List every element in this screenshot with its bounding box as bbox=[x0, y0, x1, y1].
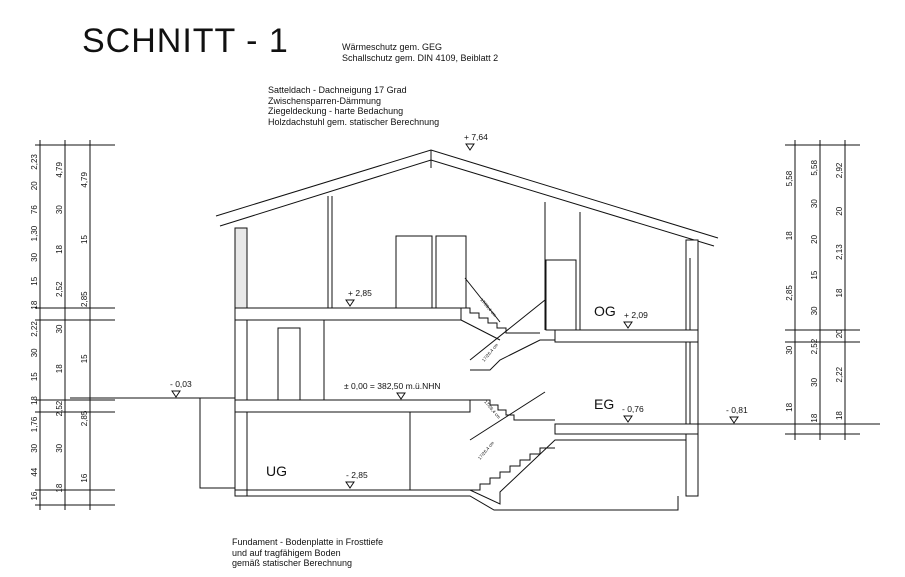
dimension-label: 30 bbox=[810, 306, 819, 316]
dimension-label: 2,23 bbox=[30, 154, 39, 170]
og-door-right bbox=[546, 260, 576, 330]
dimension-label: 2,92 bbox=[835, 162, 844, 179]
dimension-label: 2,22 bbox=[835, 366, 844, 383]
roof-outline bbox=[216, 150, 718, 246]
dimension-label: 15 bbox=[80, 235, 89, 244]
dimension-label: 18 bbox=[30, 396, 39, 406]
level-og-right: + 2,09 bbox=[624, 310, 648, 320]
dimension-label: 18 bbox=[785, 231, 794, 241]
header-notes bbox=[342, 42, 498, 63]
stair-eg-up bbox=[470, 340, 555, 370]
dimension-label: 18 bbox=[55, 364, 64, 374]
dimension-texts bbox=[30, 154, 844, 501]
level-eg-zero: ± 0,00 = 382,50 m.ü.NHN bbox=[344, 381, 441, 391]
og-slab-right bbox=[555, 330, 698, 342]
dimension-label: 2,85 bbox=[785, 285, 794, 301]
dimension-label: 20 bbox=[810, 234, 819, 244]
stair-og bbox=[461, 308, 540, 333]
dimension-label: 2,52 bbox=[55, 400, 64, 417]
og-door bbox=[396, 236, 432, 308]
dimension-label: 18 bbox=[785, 402, 794, 412]
dimension-label: 15 bbox=[80, 354, 89, 364]
left-wall-upper bbox=[235, 228, 247, 308]
stair-diag-3 bbox=[470, 392, 545, 440]
level-ridge: + 7,64 bbox=[464, 132, 488, 142]
dim-lines-right bbox=[785, 140, 860, 440]
dimension-label: 20 bbox=[835, 329, 844, 339]
level-terrain-left: - 0,03 bbox=[170, 379, 192, 389]
eg-door bbox=[278, 328, 300, 400]
dimension-label: 20 bbox=[835, 206, 844, 216]
dimension-label: 2,52 bbox=[55, 281, 64, 298]
dimension-label: 18 bbox=[810, 413, 819, 423]
foundation-note-3: gemäß statischer Berechnung bbox=[232, 558, 353, 568]
dimension-label: 2,22 bbox=[30, 321, 39, 337]
stair-eg-down bbox=[470, 400, 555, 420]
dimension-label: 30 bbox=[55, 443, 64, 453]
dimension-label: 16 bbox=[80, 473, 89, 483]
dimension-label: 76 bbox=[30, 205, 39, 215]
dimension-label: 15 bbox=[30, 276, 39, 286]
dimension-label: 20 bbox=[30, 181, 39, 191]
dimension-label: 5,58 bbox=[785, 170, 794, 187]
dimension-label: 30 bbox=[30, 252, 39, 262]
room-eg: EG bbox=[594, 396, 615, 412]
dimension-label: 18 bbox=[835, 288, 844, 298]
dimension-label: 4,79 bbox=[80, 172, 89, 188]
roof-note-1: Satteldach - Dachneigung 17 Grad bbox=[268, 85, 407, 95]
dimension-label: 5,58 bbox=[810, 160, 819, 176]
right-wall bbox=[686, 240, 698, 496]
terrain-left bbox=[200, 398, 235, 488]
room-og: OG bbox=[594, 303, 616, 319]
stair-label-2: 17/26,4 cm bbox=[480, 342, 500, 363]
header-note-2: Schallschutz gem. DIN 4109, Beiblatt 2 bbox=[342, 52, 499, 63]
og-door2 bbox=[436, 236, 466, 308]
dimension-label: 30 bbox=[785, 345, 794, 355]
dimension-label: 30 bbox=[810, 377, 819, 387]
foundation-note-1: Fundament - Bodenplatte in Frosttiefe bbox=[232, 537, 384, 547]
dimension-label: 15 bbox=[30, 372, 39, 382]
level-ug-floor: - 2,85 bbox=[346, 470, 368, 480]
og-slab-left bbox=[235, 308, 461, 320]
dimension-label: 18 bbox=[55, 483, 64, 493]
dimension-label: 1,76 bbox=[30, 416, 39, 433]
stair-label-4: 17/26,4 cm bbox=[476, 440, 496, 461]
dimension-label: 2,85 bbox=[80, 291, 89, 307]
dimension-label: 18 bbox=[835, 411, 844, 421]
page-title: SCHNITT - 1 bbox=[82, 22, 289, 60]
dimension-label: 30 bbox=[55, 205, 64, 215]
eg-slab bbox=[235, 400, 470, 412]
roof-note-3: Ziegeldeckung - harte Bedachung bbox=[268, 106, 404, 116]
dim-lines-left bbox=[35, 140, 115, 510]
foundation-note-2: und auf tragfähigem Boden bbox=[232, 547, 341, 558]
dimension-label: 44 bbox=[30, 467, 39, 477]
roof-note-4: Holzdachstuhl gem. statischer Berechnung bbox=[268, 116, 440, 127]
ug-slab bbox=[235, 434, 698, 504]
dimension-label: 30 bbox=[810, 199, 819, 209]
dimension-label: 2,52 bbox=[810, 338, 819, 355]
roof-notes bbox=[268, 85, 439, 127]
foundation bbox=[235, 496, 678, 510]
dimension-label: 16 bbox=[30, 491, 39, 501]
dimension-label: 1,30 bbox=[30, 225, 39, 242]
dimension-label: 18 bbox=[30, 300, 39, 310]
dimension-label: 2,13 bbox=[835, 244, 844, 260]
header-note-1: Wärmeschutz gem. GEG bbox=[342, 42, 443, 52]
dimension-label: 2,85 bbox=[80, 410, 89, 427]
stair-label-3: 17/26,4 cm bbox=[483, 399, 502, 420]
stair-label-1: 17/26,4 cm bbox=[479, 297, 498, 318]
level-og-floor: + 2,85 bbox=[348, 288, 372, 298]
dimension-label: 30 bbox=[30, 348, 39, 358]
dimension-label: 15 bbox=[810, 270, 819, 280]
room-ug: UG bbox=[266, 463, 287, 479]
dimension-label: 30 bbox=[55, 324, 64, 334]
level-terrain-right: - 0,81 bbox=[726, 405, 748, 415]
dimension-label: 30 bbox=[30, 443, 39, 453]
foundation-notes bbox=[232, 537, 383, 569]
eg-slab-right bbox=[555, 424, 698, 434]
dimension-label: 4,79 bbox=[55, 162, 64, 178]
roof-note-2: Zwischensparren-Dämmung bbox=[268, 95, 382, 106]
dimension-label: 18 bbox=[55, 244, 64, 254]
level-eg-right: - 0,76 bbox=[622, 404, 644, 414]
